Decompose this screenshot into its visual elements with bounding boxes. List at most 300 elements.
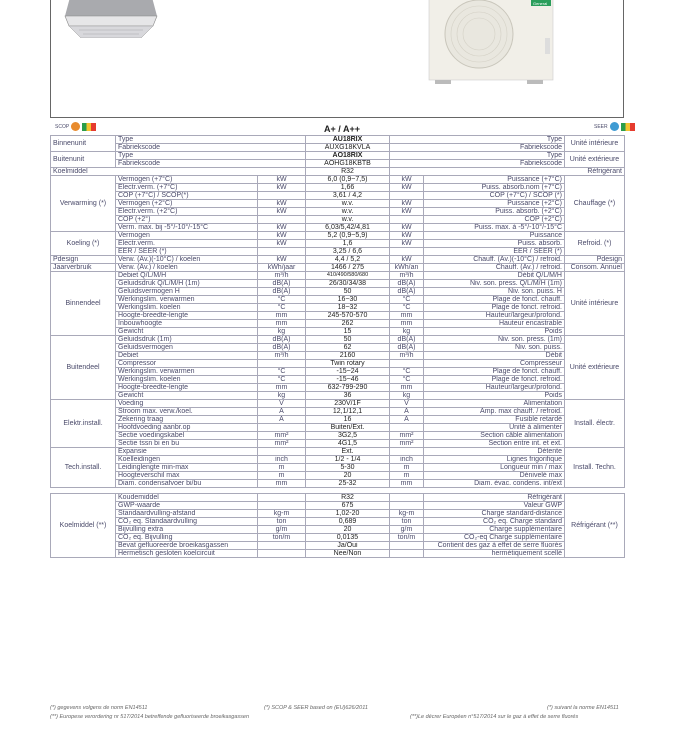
table-row bbox=[51, 216, 625, 224]
row-unit: mm² bbox=[258, 440, 306, 448]
row-label-fr: Débit bbox=[424, 352, 565, 360]
row-unit-fr bbox=[390, 494, 424, 502]
row-unit-fr bbox=[390, 216, 424, 224]
row-label-fr: Puiss. absorb. (+2°C) bbox=[424, 208, 565, 216]
row-label-fr: Type bbox=[390, 136, 565, 144]
row-value: 62 bbox=[306, 344, 390, 352]
table-row bbox=[51, 392, 625, 400]
row-label: Hoogteverschil max bbox=[116, 472, 258, 480]
row-label-fr: Puissance bbox=[424, 232, 565, 240]
row-unit-fr: kW bbox=[390, 176, 424, 184]
row-label: Type bbox=[116, 136, 306, 144]
table-row bbox=[51, 280, 625, 288]
row-unit-fr: kW bbox=[390, 232, 424, 240]
table-row bbox=[51, 464, 625, 472]
row-unit-fr: mm bbox=[390, 312, 424, 320]
row-unit: inch bbox=[258, 456, 306, 464]
row-label-fr: Type bbox=[390, 152, 565, 160]
table-row bbox=[51, 416, 625, 424]
row-label: Vermogen (+2°C) bbox=[116, 200, 258, 208]
table-row bbox=[51, 272, 625, 280]
group-label-left: Verwarming (*) bbox=[51, 176, 116, 232]
row-unit: kg bbox=[258, 328, 306, 336]
row-label-fr: Puiss. absorb.nom (+7°C) bbox=[424, 184, 565, 192]
row-label: Hoogte-breedte-lengte bbox=[116, 384, 258, 392]
group-label-right: Réfrigérant (**) bbox=[565, 494, 625, 558]
row-value: 15 bbox=[306, 328, 390, 336]
group-label-right: Install. électr. bbox=[565, 400, 625, 448]
table-row bbox=[51, 176, 625, 184]
row-value: 5,2 (0,9~5,9) bbox=[306, 232, 390, 240]
row-value: 675 bbox=[306, 502, 390, 510]
row-label: Compressor bbox=[116, 360, 258, 368]
row-unit: m bbox=[258, 464, 306, 472]
row-unit-fr: kg bbox=[390, 392, 424, 400]
table-row bbox=[51, 152, 625, 160]
row-label-fr: Niv. son. puiss. bbox=[424, 344, 565, 352]
row-label-fr: Chauff. (Av.) / refroid. bbox=[424, 264, 565, 272]
unit-group-right: Unité intérieure bbox=[565, 136, 625, 152]
row-unit: mm bbox=[258, 320, 306, 328]
row-unit bbox=[258, 550, 306, 558]
row-label-fr: Hauteur/largeur/profond. bbox=[424, 312, 565, 320]
row-label: Gewicht bbox=[116, 392, 258, 400]
group-label-right: Consom. Annuel bbox=[565, 264, 625, 272]
row-unit-fr: mm bbox=[390, 480, 424, 488]
row-label-fr: Charge supplémentaire bbox=[424, 526, 565, 534]
row-label: Type bbox=[116, 152, 306, 160]
row-label: Verw. (Av.) / koelen bbox=[116, 264, 258, 272]
note-1-right: (*) suivant la norme EN14511 bbox=[547, 705, 619, 711]
seer-badge-icon bbox=[610, 122, 619, 131]
row-label-fr: CO₂ eq. Charge standard bbox=[424, 518, 565, 526]
row-unit bbox=[258, 216, 306, 224]
row-label-fr: Hauteur/largeur/profond. bbox=[424, 384, 565, 392]
row-label-fr: Niv. son. press. (1m) bbox=[424, 336, 565, 344]
row-label: Koudemiddel bbox=[116, 494, 258, 502]
row-unit: kW bbox=[258, 232, 306, 240]
row-unit bbox=[258, 424, 306, 432]
row-value: 18~32 bbox=[306, 304, 390, 312]
row-label-fr: Contient des gaz à effet de serre fluorés bbox=[424, 542, 565, 550]
row-unit-fr bbox=[390, 248, 424, 256]
energy-rating: A+ / A++ bbox=[324, 124, 360, 134]
table-row bbox=[51, 256, 625, 264]
row-unit-fr: kW bbox=[390, 208, 424, 216]
row-value: w.v. bbox=[306, 208, 390, 216]
row-unit-fr bbox=[390, 542, 424, 550]
row-value: 1466 / 275 bbox=[306, 264, 390, 272]
row-value: 262 bbox=[306, 320, 390, 328]
row-label: Hoofdvoeding aanbr.op bbox=[116, 424, 258, 432]
row-value: 4,4 / 5,2 bbox=[306, 256, 390, 264]
group-label-left: Elektr.install. bbox=[51, 400, 116, 448]
group-label-right: Unité extérieure bbox=[565, 336, 625, 400]
row-unit: g/m bbox=[258, 526, 306, 534]
row-value: 1,02-20 bbox=[306, 510, 390, 518]
table-row bbox=[51, 432, 625, 440]
group-label-left: Koeling (*) bbox=[51, 232, 116, 256]
table-row bbox=[51, 320, 625, 328]
row-label-fr: Fabriekscode bbox=[390, 144, 565, 152]
table-row bbox=[51, 384, 625, 392]
row-label: Verm. max. bij -5°/-10°/-15°C bbox=[116, 224, 258, 232]
table-row bbox=[51, 526, 625, 534]
row-unit-fr: kg bbox=[390, 328, 424, 336]
row-unit-fr: mm bbox=[390, 320, 424, 328]
table-row bbox=[51, 296, 625, 304]
row-label-fr: hermétiquement scellé bbox=[424, 550, 565, 558]
row-label: Geluidsdruk (1m) bbox=[116, 336, 258, 344]
table-row bbox=[51, 550, 625, 558]
group-label-left: Jaarverbruik bbox=[51, 264, 116, 272]
table-row bbox=[51, 510, 625, 518]
row-label: Voeding bbox=[116, 400, 258, 408]
table-row bbox=[51, 208, 625, 216]
row-unit: kW bbox=[258, 208, 306, 216]
koelmiddel-value: R32 bbox=[306, 168, 390, 176]
row-label-fr: Section entre int. et ext. bbox=[424, 440, 565, 448]
row-value: 1/2 - 1/4 bbox=[306, 456, 390, 464]
row-unit-fr bbox=[390, 424, 424, 432]
outdoor-unit-image bbox=[427, 0, 555, 84]
row-unit-fr: dB(A) bbox=[390, 288, 424, 296]
table-row bbox=[51, 480, 625, 488]
table-row bbox=[51, 136, 625, 144]
row-unit-fr: kW bbox=[390, 256, 424, 264]
note-2-left: (**) Europese verordering nr 517/2014 betreffende gefluoriseerde broeikasgassen bbox=[50, 714, 250, 720]
row-label-fr: COP (+2°C) bbox=[424, 216, 565, 224]
row-label: Electr.verm. bbox=[116, 240, 258, 248]
row-label-fr: Plage de fonct. chauff. bbox=[424, 368, 565, 376]
row-label-fr: CO₂-eq Charge supplémentaire bbox=[424, 534, 565, 542]
koelmiddel-label-fr: Réfrigérant bbox=[390, 168, 625, 176]
row-label-fr: Hauteur encastrable bbox=[424, 320, 565, 328]
row-label-fr: Charge standard-distance bbox=[424, 510, 565, 518]
row-unit bbox=[258, 502, 306, 510]
row-value: -15~46 bbox=[306, 376, 390, 384]
row-value: 3G2,5 bbox=[306, 432, 390, 440]
table-row bbox=[51, 304, 625, 312]
scop-badge-icon bbox=[71, 122, 80, 131]
row-unit-fr: dB(A) bbox=[390, 336, 424, 344]
row-unit: kW bbox=[258, 224, 306, 232]
row-label: Koelleidingen bbox=[116, 456, 258, 464]
table-row bbox=[51, 264, 625, 272]
table-row bbox=[51, 456, 625, 464]
row-unit: °C bbox=[258, 368, 306, 376]
row-label: Electr.verm. (+2°C) bbox=[116, 208, 258, 216]
table-row bbox=[51, 502, 625, 510]
row-unit-fr: V bbox=[390, 400, 424, 408]
row-value: 230V/1F bbox=[306, 400, 390, 408]
row-label: Werkingslim. koelen bbox=[116, 304, 258, 312]
row-value: AU18RIX bbox=[306, 136, 390, 144]
row-value: 1,66 bbox=[306, 184, 390, 192]
row-unit-fr: °C bbox=[390, 368, 424, 376]
row-value: AOHG18KBTB bbox=[306, 160, 390, 168]
cassette-indoor-unit-image bbox=[61, 0, 161, 38]
table-row bbox=[51, 248, 625, 256]
table-row bbox=[51, 400, 625, 408]
row-unit-fr: °C bbox=[390, 296, 424, 304]
scop-label bbox=[55, 122, 96, 131]
table-row bbox=[51, 376, 625, 384]
row-unit: kW bbox=[258, 200, 306, 208]
row-unit-fr bbox=[390, 502, 424, 510]
row-unit-fr: kW bbox=[390, 224, 424, 232]
row-value: Buiten/Ext. bbox=[306, 424, 390, 432]
row-unit-fr: kg-m bbox=[390, 510, 424, 518]
row-label: Werkingslim. verwarmen bbox=[116, 296, 258, 304]
row-label-fr: Détente bbox=[424, 448, 565, 456]
row-value: 25-32 bbox=[306, 480, 390, 488]
row-value: 36 bbox=[306, 392, 390, 400]
table-row bbox=[51, 200, 625, 208]
row-value: Ext. bbox=[306, 448, 390, 456]
row-label: Diam. condensafvoer bi/bu bbox=[116, 480, 258, 488]
row-label: EER / SEER (*) bbox=[116, 248, 258, 256]
row-label-fr: Longueur min / max bbox=[424, 464, 565, 472]
row-label: Geluidsvermogen H bbox=[116, 288, 258, 296]
table-row bbox=[51, 408, 625, 416]
row-label: Verw. (Av.)(-10°C) / koelen bbox=[116, 256, 258, 264]
row-unit: °C bbox=[258, 296, 306, 304]
row-value: w.v. bbox=[306, 216, 390, 224]
row-unit-fr: °C bbox=[390, 376, 424, 384]
row-label-fr: Lignes frigorifique bbox=[424, 456, 565, 464]
row-label-fr: Diam. évac. condens. int/ext bbox=[424, 480, 565, 488]
table-row bbox=[51, 472, 625, 480]
row-unit: dB(A) bbox=[258, 288, 306, 296]
row-unit bbox=[258, 542, 306, 550]
table-row bbox=[51, 494, 625, 502]
energy-label-row bbox=[50, 121, 624, 135]
row-unit: dB(A) bbox=[258, 280, 306, 288]
row-value: AUXG18KVLA bbox=[306, 144, 390, 152]
row-value: 12,1/12,1 bbox=[306, 408, 390, 416]
table-row bbox=[51, 542, 625, 550]
unit-group-right: Unité extérieure bbox=[565, 152, 625, 168]
row-unit: dB(A) bbox=[258, 344, 306, 352]
table-row bbox=[51, 168, 625, 176]
row-label: Electr.verm. (+7°C) bbox=[116, 184, 258, 192]
spec-sheet bbox=[50, 121, 624, 558]
row-value: 50 bbox=[306, 336, 390, 344]
product-image-area bbox=[50, 0, 624, 118]
row-unit-fr: inch bbox=[390, 456, 424, 464]
row-unit: mm² bbox=[258, 432, 306, 440]
row-unit: V bbox=[258, 400, 306, 408]
row-label: Hermetisch gesloten koelcircuit bbox=[116, 550, 258, 558]
row-unit-fr bbox=[390, 192, 424, 200]
row-label-fr: Compresseur bbox=[424, 360, 565, 368]
row-unit-fr: mm bbox=[390, 384, 424, 392]
row-unit-fr bbox=[390, 360, 424, 368]
unit-group-left: Buitenunit bbox=[51, 152, 116, 168]
row-unit: kg bbox=[258, 392, 306, 400]
row-unit-fr: m bbox=[390, 464, 424, 472]
row-unit-fr: mm² bbox=[390, 432, 424, 440]
row-value: w.v. bbox=[306, 200, 390, 208]
table-row bbox=[51, 224, 625, 232]
row-label: COP (+2°) bbox=[116, 216, 258, 224]
row-label: Geluidsdruk Q/L/M/H (1m) bbox=[116, 280, 258, 288]
row-label-fr: Dénivelé max bbox=[424, 472, 565, 480]
row-label: Zekering traag bbox=[116, 416, 258, 424]
row-label-fr: Puissance (+7°C) bbox=[424, 176, 565, 184]
row-unit-fr: °C bbox=[390, 304, 424, 312]
row-unit: A bbox=[258, 416, 306, 424]
row-label-fr: Puiss. absorb. bbox=[424, 240, 565, 248]
row-unit bbox=[258, 494, 306, 502]
row-label-fr: Puiss. max. à -5°/-10°/-15°C bbox=[424, 224, 565, 232]
row-label: Debiet bbox=[116, 352, 258, 360]
koelmiddel-label: Koelmiddel bbox=[51, 168, 306, 176]
row-unit: kW bbox=[258, 176, 306, 184]
note-1-mid: (*) SCOP & SEER based on (EU)626/2011 bbox=[264, 705, 368, 711]
row-label-fr: Poids bbox=[424, 328, 565, 336]
row-label: GWP-waarde bbox=[116, 502, 258, 510]
row-label-fr: Amp. max chauff. / refroid. bbox=[424, 408, 565, 416]
table-row bbox=[51, 288, 625, 296]
row-unit-fr: ton/m bbox=[390, 534, 424, 542]
row-value: R32 bbox=[306, 494, 390, 502]
row-unit-fr: m³/h bbox=[390, 272, 424, 280]
row-value: 0,689 bbox=[306, 518, 390, 526]
row-unit-fr: kW bbox=[390, 200, 424, 208]
row-unit: mm bbox=[258, 480, 306, 488]
row-label-fr: Plage de fonct. refroid. bbox=[424, 376, 565, 384]
group-label-right: Refroid. (*) bbox=[565, 232, 625, 256]
row-value: 16~30 bbox=[306, 296, 390, 304]
group-label-left: Buitendeel bbox=[51, 336, 116, 400]
row-unit-fr: m bbox=[390, 472, 424, 480]
table-row bbox=[51, 534, 625, 542]
row-label-fr: Fusible retardé bbox=[424, 416, 565, 424]
row-label-fr: Unité à alimenter bbox=[424, 424, 565, 432]
row-unit: m bbox=[258, 472, 306, 480]
row-value: 16 bbox=[306, 416, 390, 424]
row-value: 245-570-570 bbox=[306, 312, 390, 320]
row-value: Twin rotary bbox=[306, 360, 390, 368]
row-label: Fabriekscode bbox=[116, 160, 306, 168]
table-row bbox=[51, 344, 625, 352]
row-label: COP (+7°C) / SCOP(*) bbox=[116, 192, 258, 200]
group-label-right: Unité intérieure bbox=[565, 272, 625, 336]
table-row bbox=[51, 312, 625, 320]
row-label: CO₂ eq. Standaardvulling bbox=[116, 518, 258, 526]
row-label: CO₂ eq. Bijvulling bbox=[116, 534, 258, 542]
unit-group-left: Binnenunit bbox=[51, 136, 116, 152]
row-value: Ja/Oui bbox=[306, 542, 390, 550]
row-unit: kW bbox=[258, 256, 306, 264]
row-value: 20 bbox=[306, 526, 390, 534]
row-label-fr: Niv. son. puiss. H bbox=[424, 288, 565, 296]
group-label-left: Pdesign bbox=[51, 256, 116, 264]
row-label-fr: Chauff. (Av.)(-10°C) / refroid. bbox=[424, 256, 565, 264]
row-label-fr: Plage de fonct. refroid. bbox=[424, 304, 565, 312]
table-row bbox=[51, 368, 625, 376]
row-unit: m³/h bbox=[258, 272, 306, 280]
seer-text: SEER bbox=[594, 123, 608, 130]
row-unit: °C bbox=[258, 304, 306, 312]
row-unit-fr: mm² bbox=[390, 440, 424, 448]
row-unit: kW bbox=[258, 184, 306, 192]
row-unit bbox=[258, 360, 306, 368]
row-value: 632-799-290 bbox=[306, 384, 390, 392]
row-unit: m³/h bbox=[258, 352, 306, 360]
row-value: 26/30/34/38 bbox=[306, 280, 390, 288]
row-unit: ton/m bbox=[258, 534, 306, 542]
row-unit-fr: kW bbox=[390, 240, 424, 248]
row-label-fr: Puissance (+2°C) bbox=[424, 200, 565, 208]
table-row bbox=[51, 360, 625, 368]
row-label: Fabriekscode bbox=[116, 144, 306, 152]
note-1-left: (*) gegevens volgens de norm EN14511 bbox=[50, 705, 148, 711]
row-unit-fr: ton bbox=[390, 518, 424, 526]
note-2-right: (**)Le décrer Européen n°517/2014 sur le gaz à effet de serre fluorés bbox=[410, 714, 579, 720]
row-label: Gewicht bbox=[116, 328, 258, 336]
row-value: 3,61 / 4,2 bbox=[306, 192, 390, 200]
energy-bars-icon bbox=[82, 123, 96, 131]
row-label: Inbouwhoogte bbox=[116, 320, 258, 328]
table-row bbox=[51, 184, 625, 192]
table-row bbox=[51, 328, 625, 336]
row-unit-fr: kW bbox=[390, 184, 424, 192]
row-label: Vermogen (+7°C) bbox=[116, 176, 258, 184]
row-label: Werkingslim. verwarmen bbox=[116, 368, 258, 376]
row-unit-fr: A bbox=[390, 416, 424, 424]
row-label: Bevat gefluoreerde broeikasgassen bbox=[116, 542, 258, 550]
row-value: 3,25 / 6,6 bbox=[306, 248, 390, 256]
table-row bbox=[51, 518, 625, 526]
row-label: Debiet Q/L/M/H bbox=[116, 272, 258, 280]
table-row bbox=[51, 144, 625, 152]
row-value: 6,03/5,42/4,81 bbox=[306, 224, 390, 232]
spec-table bbox=[50, 135, 625, 558]
row-label: Werkingslim. koelen bbox=[116, 376, 258, 384]
seer-label bbox=[594, 122, 635, 131]
row-label: Sectie tssn bi en bu bbox=[116, 440, 258, 448]
row-value: 4G1,5 bbox=[306, 440, 390, 448]
table-row bbox=[51, 192, 625, 200]
row-label-fr: Plage de fonct. chauff. bbox=[424, 296, 565, 304]
group-label-left: Binnendeel bbox=[51, 272, 116, 336]
row-unit-fr: g/m bbox=[390, 526, 424, 534]
row-label: Vermogen bbox=[116, 232, 258, 240]
row-unit: °C bbox=[258, 376, 306, 384]
row-label-fr: Alimentation bbox=[424, 400, 565, 408]
row-value: 0,0135 bbox=[306, 534, 390, 542]
row-value: 1,6 bbox=[306, 240, 390, 248]
row-label-fr: Fabriekscode bbox=[390, 160, 565, 168]
table-row bbox=[51, 448, 625, 456]
group-label-right: Install. Techn. bbox=[565, 448, 625, 488]
row-unit: A bbox=[258, 408, 306, 416]
row-unit-fr: m³/h bbox=[390, 352, 424, 360]
row-label-fr: COP (+7°C) / SCOP (*) bbox=[424, 192, 565, 200]
svg-text:General: General bbox=[533, 1, 548, 6]
row-unit: kg-m bbox=[258, 510, 306, 518]
row-unit bbox=[258, 248, 306, 256]
row-label: Hoogte-breedte-lengte bbox=[116, 312, 258, 320]
row-label-fr: Valeur GWP bbox=[424, 502, 565, 510]
group-label-left: Tech.install. bbox=[51, 448, 116, 488]
row-value: 6,0 (0,9~7,5) bbox=[306, 176, 390, 184]
table-row bbox=[51, 424, 625, 432]
row-unit bbox=[258, 192, 306, 200]
